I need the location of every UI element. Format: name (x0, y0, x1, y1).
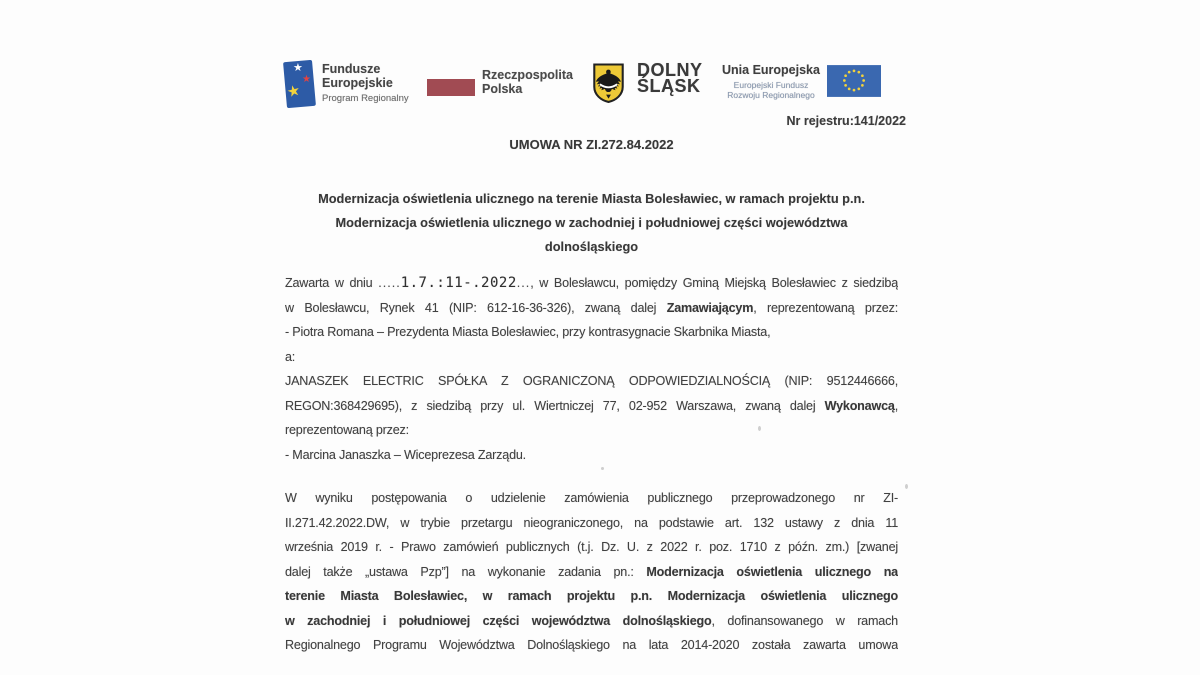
contractor-name: JANASZEK ELECTRIC SPÓŁKA Z OGRANICZONĄ ODPOWIEDZIALNOŚCIĄ (NIP: 9512446666, (285, 374, 898, 388)
preamble-text: września 2019 r. - Prawo zamówień publicznych (t.j. Dz. U. z 2022 r. poz. 1710 z późn. zm.) [zwanej (285, 540, 898, 554)
parties-paragraph (285, 271, 898, 467)
intro-text: , w Bolesławcu, pomiędzy Gminą Miejską Bolesławiec z siedzibą (530, 276, 898, 290)
poland-flag-icon (427, 79, 475, 96)
lower-silesia-coat-of-arms-icon (593, 61, 624, 105)
text-line (285, 535, 898, 560)
contract-number-heading: UMOWA NR ZI.272.84.2022 (509, 137, 674, 152)
text-line (285, 394, 898, 419)
poland-name-line2: Polska (482, 82, 523, 96)
preamble-text: Regionalnego Programu Województwa Dolnośląskiego na lata 2014-2020 została zawarta umowa (285, 638, 898, 652)
preamble-text: , dofinansowanego w ramach (711, 613, 898, 628)
intro-text: Zawarta w dniu (285, 276, 379, 290)
text-line (285, 511, 898, 536)
poland-logo (427, 68, 577, 108)
title-line: Modernizacja oświetlenia ulicznego w zachodniej i południowej części województwa (335, 215, 848, 230)
register-number: Nr rejestru:141/2022 (786, 114, 906, 128)
eu-subtitle-line1: Europejski Fundusz (733, 80, 809, 90)
intro-text: - Piotra Romana – Prezydenta Miasta Bolesławiec, przy kontrasygnacie Skarbnika Miasta, (285, 325, 771, 339)
preamble-paragraph (285, 486, 898, 658)
text-line (285, 486, 898, 511)
eu-flag-icon (827, 64, 881, 98)
intro-text: - Marcina Janaszka – Wiceprezesa Zarządu. (285, 447, 526, 462)
project-name-bold: w zachodniej i południowej części województwa dolnośląskiego (285, 613, 712, 628)
eu-subtitle-line2: Rozwoju Regionalnego (727, 90, 815, 100)
preamble-text: II.271.42.2022.DW, w trybie przetargu nieograniczonego, na podstawie art. 132 ustawy z dnia 11 (285, 515, 898, 530)
eu-name: Unia Europejska (722, 63, 820, 77)
star-icon: ★ (293, 62, 303, 74)
star-icon: ★ (285, 81, 303, 102)
defined-term-zamawiajacy: Zamawiającym (666, 300, 754, 315)
intro-text: , (894, 398, 898, 413)
text-line (285, 345, 898, 370)
title-line: Modernizacja oświetlenia ulicznego na terenie Miasta Bolesławiec, w ramach projektu p.n. (318, 191, 865, 206)
intro-text: , reprezentowaną przez: (753, 300, 898, 315)
eu-funds-name-line1: Fundusze (322, 62, 381, 76)
lower-silesia-name-line1: DOLNY (637, 60, 703, 80)
star-icon: ★ (302, 74, 311, 85)
eu-logo (722, 63, 882, 109)
text-line (285, 418, 898, 443)
eu-funds-subtitle: Program Regionalny (322, 93, 409, 104)
eu-funds-logo (285, 60, 425, 110)
preamble-text: dalej także „ustawa Pzp”] na wykonanie zadania pn.: (285, 564, 647, 579)
preamble-text: W wyniku postępowania o udzielenie zamówienia publicznego przeprowadzonego nr ZI- (285, 491, 898, 505)
text-line (285, 609, 898, 634)
intro-text: REGON:368429695), z siedzibą przy ul. Wiertniczej 77, 02-952 Warszawa, zwaną dalej (285, 398, 825, 413)
scan-speck (758, 426, 761, 431)
eu-funds-name-line2: Europejskie (322, 76, 393, 90)
text-line (285, 296, 898, 321)
contract-title (285, 187, 898, 259)
dotted-leader: ... (516, 276, 531, 290)
text-line (285, 369, 898, 394)
intro-text: w Bolesławcu, Rynek 41 (NIP: 612-16-36-326), zwaną dalej (285, 300, 667, 315)
intro-text: reprezentowaną przez: (285, 423, 409, 437)
text-line (285, 633, 898, 658)
text-line (285, 560, 898, 585)
scan-speck (601, 467, 604, 470)
logo-strip (285, 60, 885, 110)
scan-speck (905, 484, 908, 489)
intro-text: a: (285, 349, 296, 364)
project-name-bold: terenie Miasta Bolesławiec, w ramach projektu p.n. Modernizacja oświetlenia ulicznego (285, 589, 898, 603)
poland-name-line1: Rzeczpospolita (482, 68, 573, 82)
text-line (285, 320, 898, 345)
text-line (285, 443, 898, 468)
text-line (285, 271, 898, 296)
handwritten-date: 1.7.:11-.2022 (400, 275, 517, 291)
defined-term-wykonawca: Wykonawcą (824, 398, 895, 413)
lower-silesia-logo (593, 61, 723, 109)
project-name-bold: Modernizacja oświetlenia ulicznego na (646, 564, 898, 579)
title-line: dolnośląskiego (544, 239, 639, 254)
text-line (285, 584, 898, 609)
lower-silesia-name-line2: ŚLĄSK (637, 75, 701, 96)
dotted-leader: ..... (378, 276, 401, 290)
